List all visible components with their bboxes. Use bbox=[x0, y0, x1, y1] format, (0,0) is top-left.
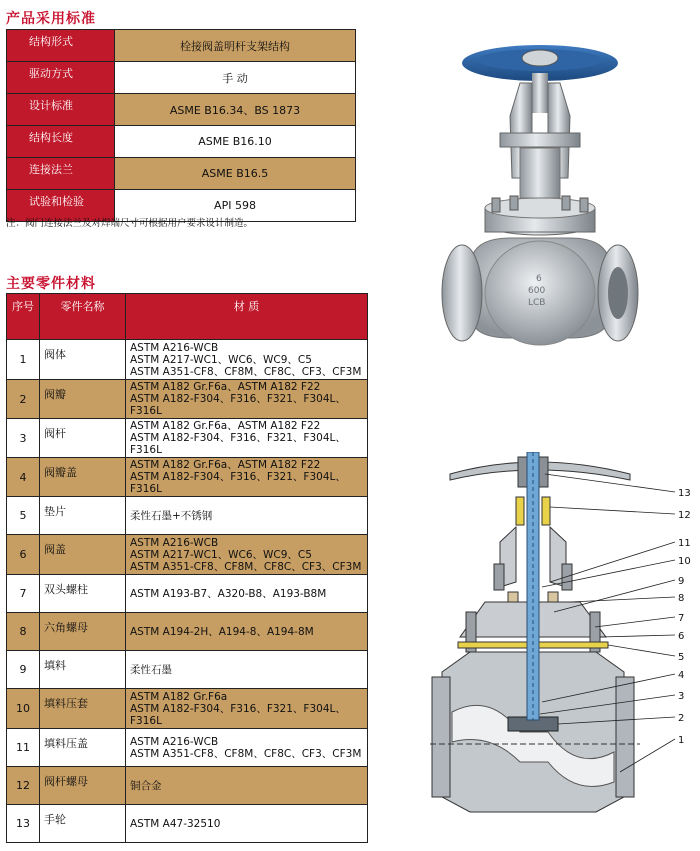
callout-12: 12 bbox=[678, 510, 691, 521]
part-number: 10 bbox=[7, 689, 40, 729]
material-line: ASTM A216-WCB bbox=[130, 341, 219, 354]
callout-10: 10 bbox=[678, 556, 691, 567]
part-material bbox=[126, 340, 368, 380]
standards-row bbox=[7, 62, 356, 94]
part-name: 阀瓣 bbox=[40, 380, 126, 419]
standards-value: API 598 bbox=[115, 190, 356, 222]
callout-11: 11 bbox=[678, 538, 691, 549]
material-line: ASTM A182 Gr.F6a bbox=[130, 690, 228, 703]
material-line: ASTM A182 Gr.F6a、ASTM A182 F22 bbox=[130, 459, 321, 471]
standards-value: ASME B16.34、BS 1873 bbox=[115, 94, 356, 126]
material-line: ASTM A351-CF8、CF8M、CF8C、CF3、CF3M bbox=[130, 560, 362, 573]
material-line: ASTM A182 Gr.F6a、ASTM A182 F22 bbox=[130, 420, 321, 432]
callout-5: 5 bbox=[678, 652, 685, 663]
materials-row bbox=[7, 380, 368, 419]
part-number: 6 bbox=[7, 535, 40, 575]
part-name: 阀杆 bbox=[40, 419, 126, 458]
material-line: ASTM A217-WC1、WC6、WC9、C5 bbox=[130, 353, 312, 366]
materials-row bbox=[7, 458, 368, 497]
materials-header-row bbox=[7, 294, 368, 340]
callout-4: 4 bbox=[678, 670, 685, 681]
standards-key: 连接法兰 bbox=[7, 158, 115, 190]
part-number: 5 bbox=[7, 497, 40, 535]
callout-3: 3 bbox=[678, 691, 685, 702]
standards-row bbox=[7, 158, 356, 190]
materials-row bbox=[7, 613, 368, 651]
standards-value: ASME B16.10 bbox=[115, 126, 356, 158]
standards-key: 结构长度 bbox=[7, 126, 115, 158]
standards-row bbox=[7, 30, 356, 62]
part-material bbox=[126, 419, 368, 458]
material-line: ASTM A216-WCB bbox=[130, 735, 219, 748]
standards-key: 设计标准 bbox=[7, 94, 115, 126]
cast-mark-class: 600 bbox=[528, 286, 546, 296]
standards-key: 驱动方式 bbox=[7, 62, 115, 94]
part-material bbox=[126, 380, 368, 419]
material-line: ASTM A182-F304、F316、F321、F304L、F316L bbox=[130, 471, 346, 495]
cast-mark-size: 6 bbox=[536, 274, 542, 284]
materials-row bbox=[7, 729, 368, 767]
part-name: 填料压盖 bbox=[40, 729, 126, 767]
material-line: ASTM A47-32510 bbox=[130, 817, 221, 830]
part-name: 阀盖 bbox=[40, 535, 126, 575]
standards-row bbox=[7, 94, 356, 126]
part-material bbox=[126, 651, 368, 689]
part-number: 2 bbox=[7, 380, 40, 419]
materials-table bbox=[6, 293, 368, 843]
part-name: 双头螺柱 bbox=[40, 575, 126, 613]
header-no: 序号 bbox=[7, 294, 40, 340]
part-number: 7 bbox=[7, 575, 40, 613]
part-number: 3 bbox=[7, 419, 40, 458]
part-name: 手轮 bbox=[40, 805, 126, 843]
material-line: ASTM A351-CF8、CF8M、CF8C、CF3、CF3M bbox=[130, 365, 362, 378]
callout-7: 7 bbox=[678, 613, 685, 624]
material-line: 柔性石墨 bbox=[130, 663, 172, 676]
materials-row bbox=[7, 340, 368, 380]
standards-value: 栓接阀盖明杆支架结构 bbox=[115, 30, 356, 62]
callout-2: 2 bbox=[678, 713, 685, 724]
materials-section-title: 主要零件材料 bbox=[6, 276, 96, 292]
materials-row bbox=[7, 419, 368, 458]
materials-row bbox=[7, 575, 368, 613]
header-material: 材 质 bbox=[126, 294, 368, 340]
materials-row bbox=[7, 535, 368, 575]
part-number: 13 bbox=[7, 805, 40, 843]
part-name: 阀杆螺母 bbox=[40, 767, 126, 805]
standards-row bbox=[7, 126, 356, 158]
part-number: 4 bbox=[7, 458, 40, 497]
part-material bbox=[126, 497, 368, 535]
part-name: 垫片 bbox=[40, 497, 126, 535]
valve-photo bbox=[440, 38, 685, 368]
materials-row bbox=[7, 497, 368, 535]
part-material bbox=[126, 613, 368, 651]
part-number: 11 bbox=[7, 729, 40, 767]
part-number: 8 bbox=[7, 613, 40, 651]
material-line: ASTM A351-CF8、CF8M、CF8C、CF3、CF3M bbox=[130, 747, 362, 760]
part-number: 12 bbox=[7, 767, 40, 805]
callout-13: 13 bbox=[678, 488, 691, 499]
part-number: 1 bbox=[7, 340, 40, 380]
material-line: ASTM A194-2H、A194-8、A194-8M bbox=[130, 625, 314, 638]
material-line: 柔性石墨+不锈钢 bbox=[130, 509, 213, 522]
callout-1: 1 bbox=[678, 735, 685, 746]
standards-key: 试验和检验 bbox=[7, 190, 115, 222]
material-line: ASTM A182-F304、F316、F321、F304L、F316L bbox=[130, 702, 346, 727]
callout-6: 6 bbox=[678, 631, 685, 642]
part-name: 阀体 bbox=[40, 340, 126, 380]
part-name: 填料 bbox=[40, 651, 126, 689]
material-line: ASTM A193-B7、A320-B8、A193-B8M bbox=[130, 587, 327, 600]
part-name: 六角螺母 bbox=[40, 613, 126, 651]
part-material bbox=[126, 575, 368, 613]
callout-9: 9 bbox=[678, 576, 685, 587]
material-line: ASTM A217-WC1、WC6、WC9、C5 bbox=[130, 548, 312, 561]
material-line: ASTM A182-F304、F316、F321、F304L、F316L bbox=[130, 393, 346, 417]
part-material bbox=[126, 729, 368, 767]
materials-row bbox=[7, 651, 368, 689]
standards-section-title: 产品采用标准 bbox=[6, 11, 96, 27]
standards-value: ASME B16.5 bbox=[115, 158, 356, 190]
part-material bbox=[126, 689, 368, 729]
material-line: ASTM A216-WCB bbox=[130, 536, 219, 549]
standards-note: 注：阀门连接法兰及对焊端尺寸可根据用户要求设计制造。 bbox=[6, 218, 254, 229]
part-name: 填料压套 bbox=[40, 689, 126, 729]
cast-mark-material: LCB bbox=[528, 298, 546, 308]
header-name: 零件名称 bbox=[40, 294, 126, 340]
part-name: 阀瓣盖 bbox=[40, 458, 126, 497]
valve-section-drawing bbox=[430, 452, 700, 847]
standards-table bbox=[6, 29, 356, 222]
materials-row bbox=[7, 805, 368, 843]
material-line: 铜合金 bbox=[130, 779, 162, 792]
material-line: ASTM A182-F304、F316、F321、F304L、F316L bbox=[130, 432, 346, 456]
part-material bbox=[126, 458, 368, 497]
standards-key: 结构形式 bbox=[7, 30, 115, 62]
part-material bbox=[126, 767, 368, 805]
material-line: ASTM A182 Gr.F6a、ASTM A182 F22 bbox=[130, 381, 321, 393]
part-number: 9 bbox=[7, 651, 40, 689]
part-material bbox=[126, 805, 368, 843]
standards-value: 手 动 bbox=[115, 62, 356, 94]
materials-row bbox=[7, 689, 368, 729]
part-material bbox=[126, 535, 368, 575]
callout-8: 8 bbox=[678, 593, 685, 604]
materials-row bbox=[7, 767, 368, 805]
